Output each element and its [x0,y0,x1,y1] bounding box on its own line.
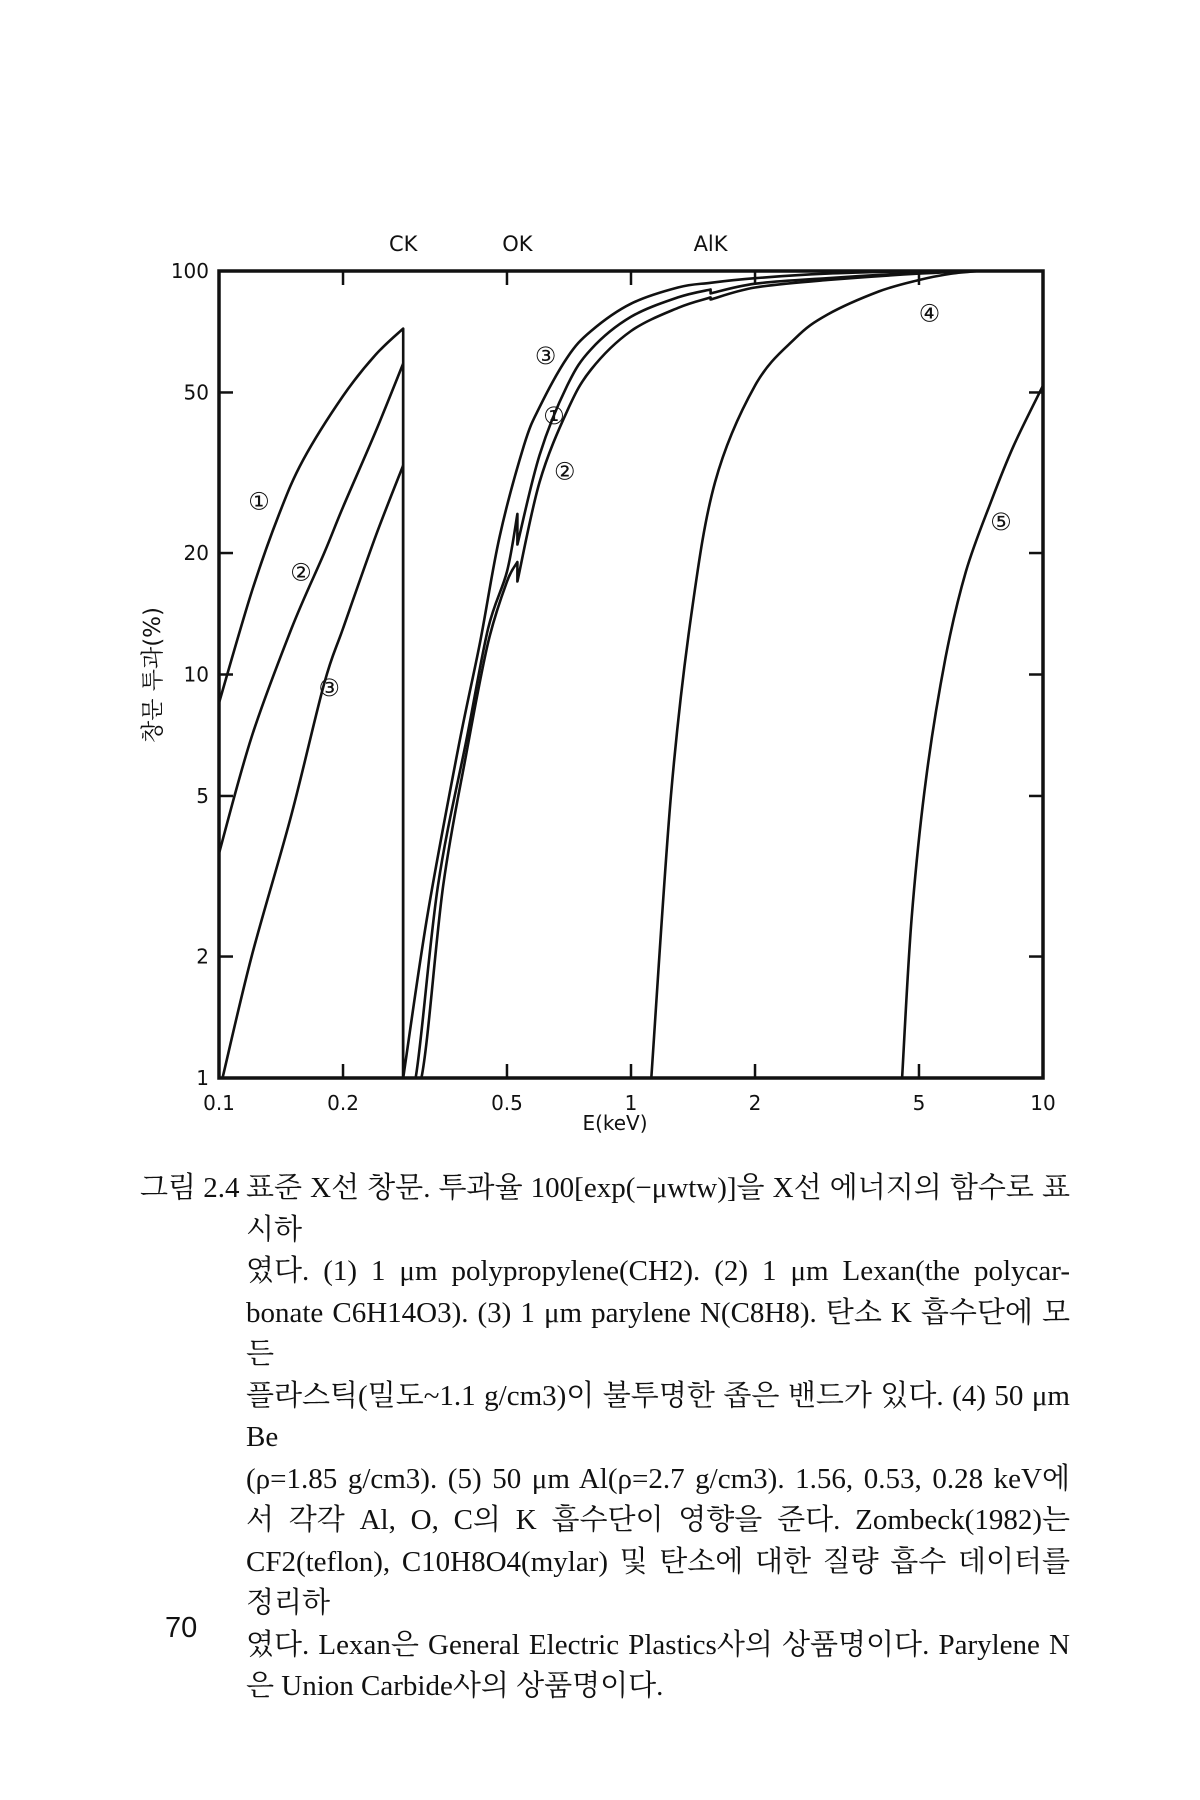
curve-label: ④ [918,299,941,328]
caption-line: 표준 X선 창문. 투과율 100[exp(−μwtw)]을 X선 에너지의 함수로 표시하 [246,1172,1070,1246]
curve-label: ⑤ [990,508,1012,537]
page-number: 70 [165,1612,198,1644]
x-axis-label: E(keV) [582,1111,648,1135]
caption-line: 플라스틱(밀도~1.1 g/cm3)이 불투명한 좁은 밴드가 있다. (4) 50 μm Be [246,1379,1070,1453]
caption-line: 서 각각 Al, O, C의 K 흡수단이 영향을 준다. Zombeck(1982)는 [246,1504,1070,1536]
x-tick-label: 0.5 [491,1091,523,1115]
y-tick-label: 1 [196,1066,209,1090]
absorption-edge-labels [389,232,729,256]
x-tick-label: 1 [624,1091,638,1115]
y-tick-label: 20 [183,541,209,566]
transmission-curves [219,271,1043,1092]
caption-line: 였다. Lexan은 General Electric Plastics사의 상품명이다. Parylene N [246,1628,1070,1661]
curve-label: ③ [318,674,340,703]
edge-label-ck: CK [389,232,418,256]
figure-caption [140,1168,1070,1708]
edge-label-alk: AlK [693,232,728,256]
caption-body [246,1168,1070,1708]
edge-label-ok: OK [502,232,533,256]
caption-line: 였다. (1) 1 μm polypropylene(CH2). (2) 1 μm Lexan(the polycar- [246,1255,1070,1287]
plot-frame [219,271,1043,1078]
figure-label: 그림 2.4 [140,1172,240,1204]
x-tick-label: 10 [1030,1091,1056,1115]
y-tick-label: 10 [183,662,209,687]
caption-line: (ρ=1.85 g/cm3). (5) 50 μm Al(ρ=2.7 g/cm3). 1.56, 0.53, 0.28 keV에 [246,1462,1070,1495]
series-5-line [902,386,1043,1078]
curve-label: ② [553,457,576,486]
curve-label: ② [290,558,312,587]
curve-label: ③ [534,341,557,370]
x-tick-label: 0.2 [327,1091,359,1115]
y-axis-label: 창문 투과(%) [140,607,166,743]
caption-line: bonate C6H14O3). (3) 1 μm parylene N(C8H8). 탄소 K 흡수단에 모든 [246,1296,1070,1370]
series-4-line [651,271,979,1078]
caption-line: 은 Union Carbide사의 상품명이다. [246,1670,664,1702]
curve-number-labels [248,299,1011,702]
x-tick-label: 5 [912,1091,926,1115]
y-tick-label: 2 [196,944,209,969]
curve-label: ① [248,487,270,516]
x-tick-label: 2 [748,1091,762,1115]
y-tick-label: 100 [170,259,209,283]
caption-line: CF2(teflon), C10H8O4(mylar) 및 탄소에 대한 질량 흡수 데이터를 정리하 [246,1545,1070,1619]
y-tick-label: 50 [183,380,209,405]
curve-label: ① [543,401,565,430]
axis-ticks [171,259,1056,1115]
x-tick-label: 0.1 [203,1091,235,1115]
y-tick-label: 5 [196,783,209,808]
